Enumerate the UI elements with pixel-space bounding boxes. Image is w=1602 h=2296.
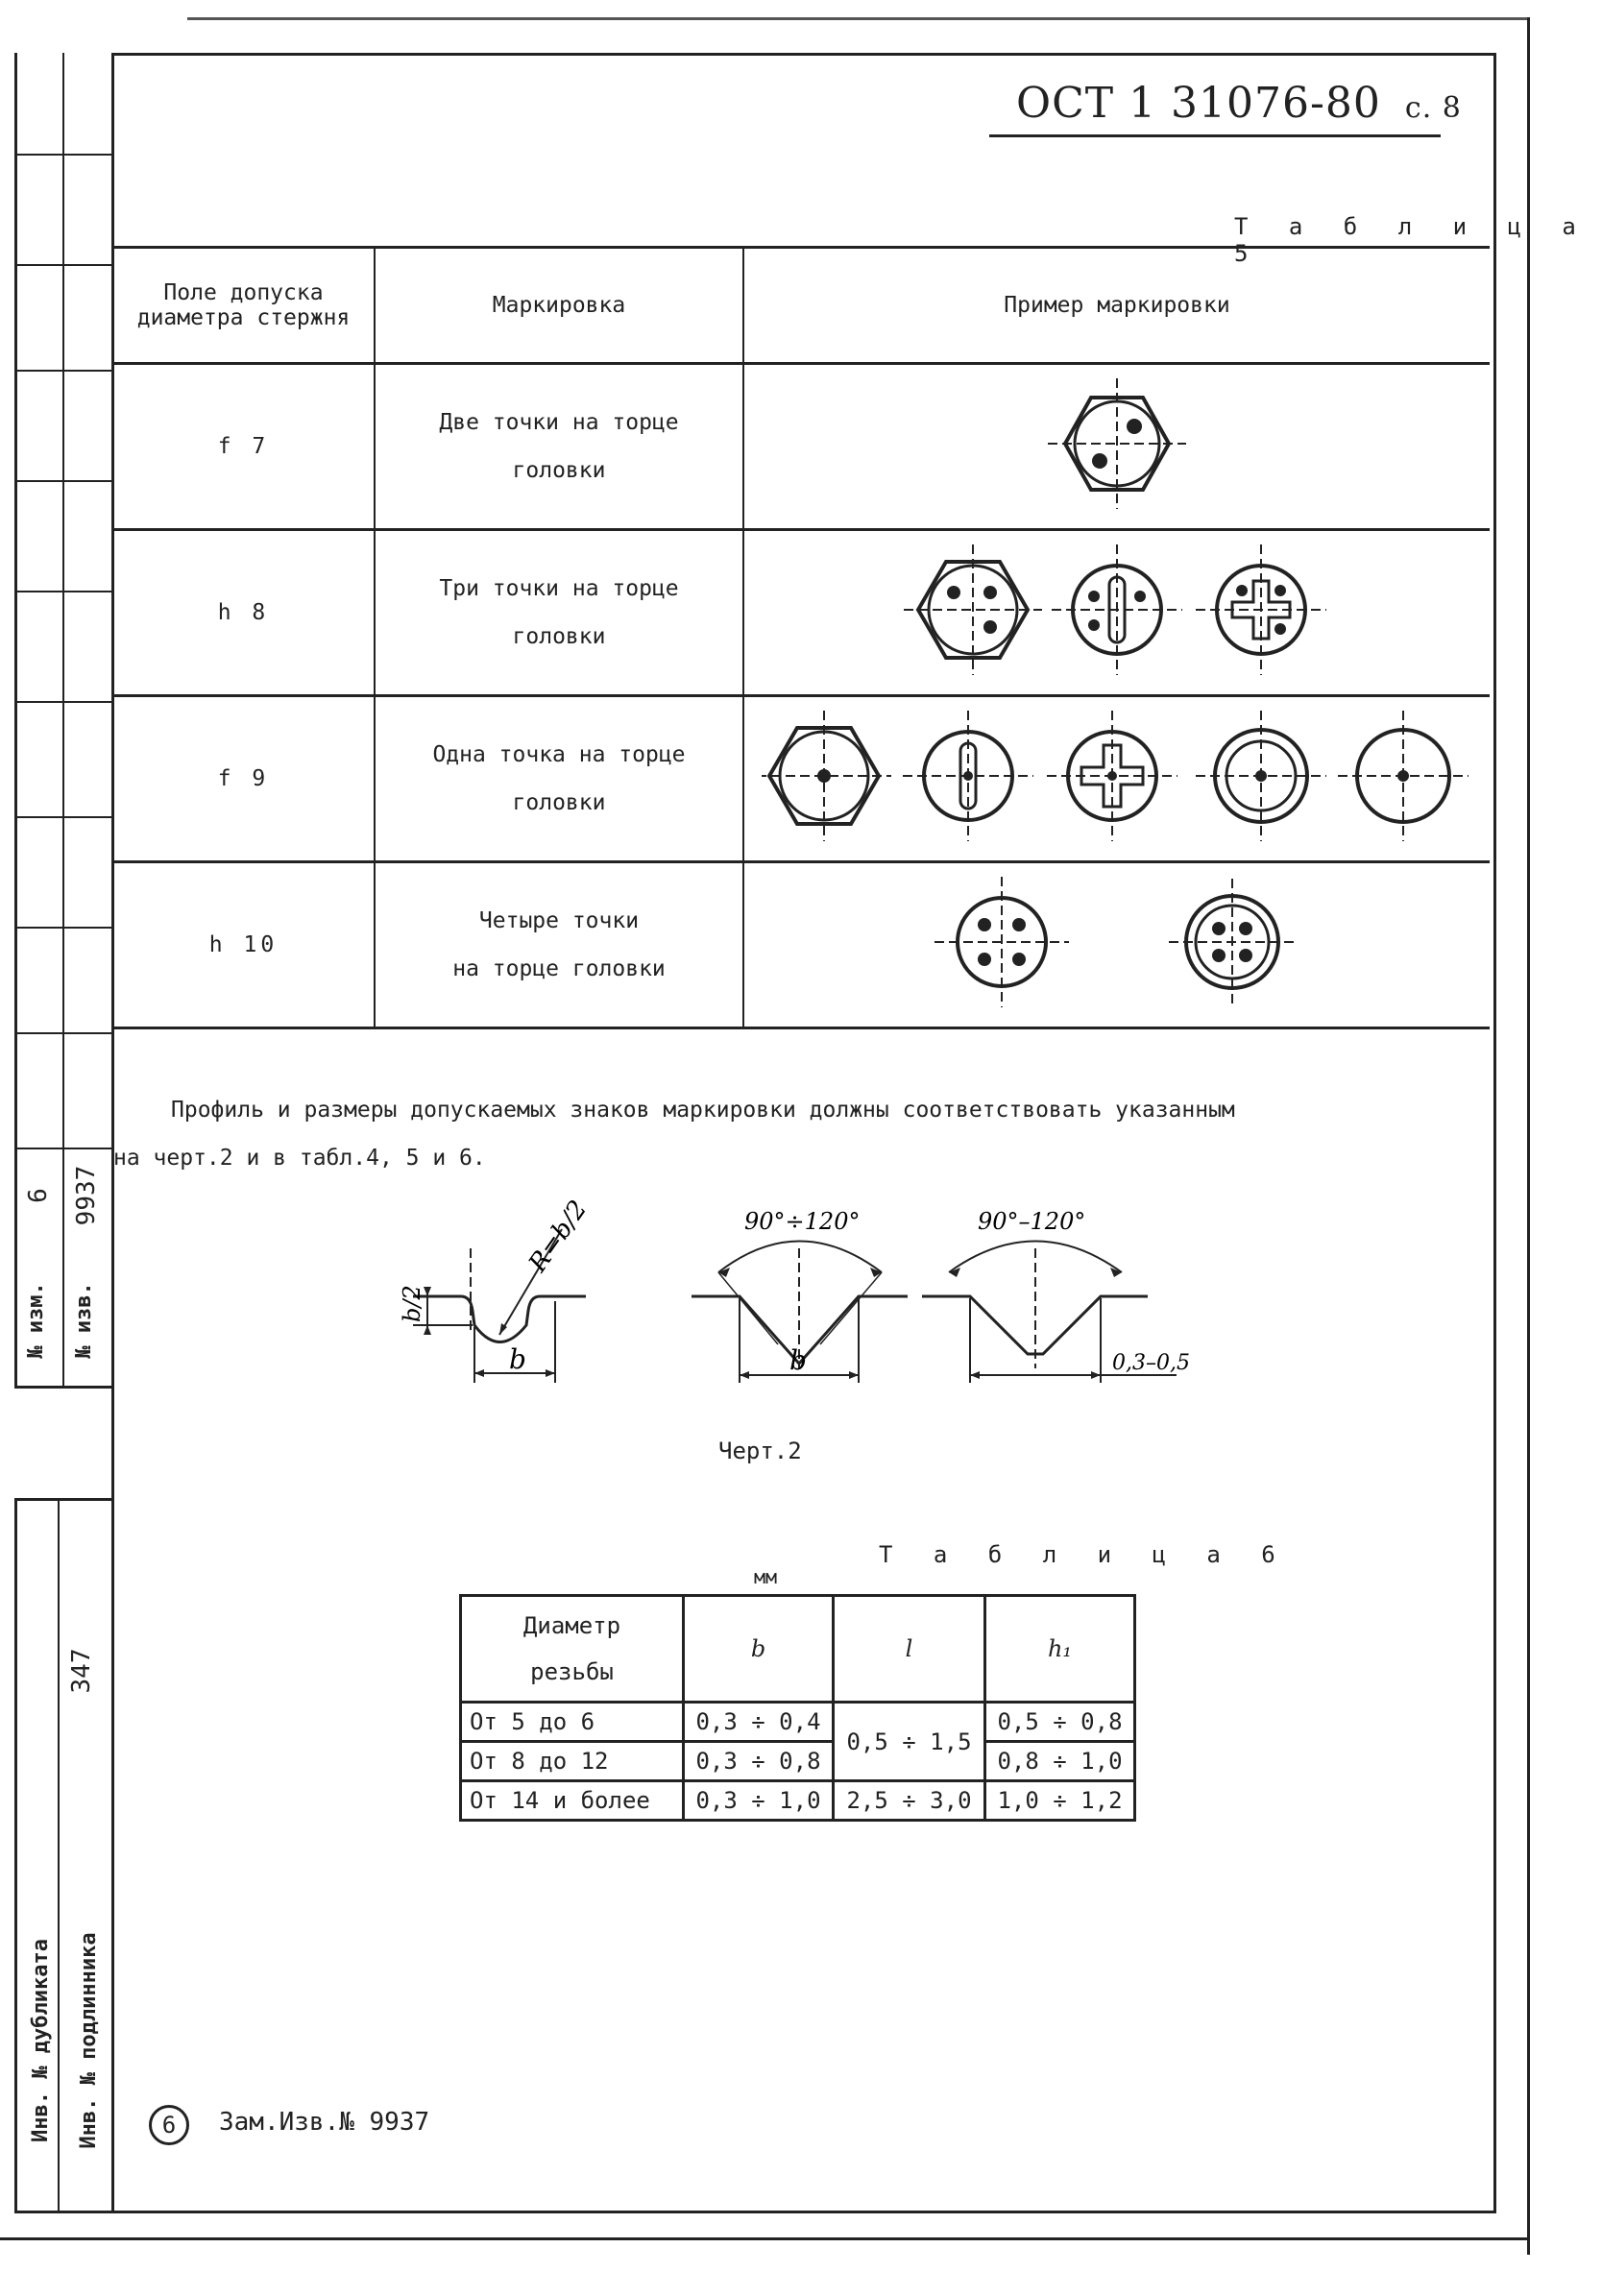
table-row	[113, 530, 1490, 696]
h-cell: 0,8 ÷ 1,0	[985, 1742, 1135, 1781]
profile-paragraph	[113, 1086, 1448, 1182]
angle2-label: 90°–120°	[978, 1208, 1086, 1235]
stamp-line-7	[14, 816, 113, 818]
table6-header-row	[461, 1596, 1135, 1703]
example-cell	[743, 530, 1490, 696]
stamp2-left	[14, 1498, 17, 2213]
example-cell	[743, 364, 1490, 530]
cross-head-one-dot	[1047, 711, 1177, 841]
round-head-double-ring-one-dot	[1196, 711, 1326, 841]
table6-caption: Т а б л и ц а 6	[879, 1541, 1289, 1568]
tolerance-cell: f 9	[113, 696, 375, 862]
frame-inner-bottom	[14, 2211, 1496, 2213]
marking-cell	[375, 530, 743, 696]
col-diameter-l2: резьбы	[530, 1658, 614, 1685]
col-h1: h₁	[985, 1596, 1135, 1703]
frame-outer-bottom	[0, 2237, 1529, 2240]
marking-line-2: головки	[512, 624, 606, 649]
hex-head-two-dots-icon	[1040, 372, 1194, 516]
h-cell: 0,5 ÷ 0,8	[985, 1703, 1135, 1742]
b-cell: 0,3 ÷ 0,4	[684, 1703, 834, 1742]
marking-line-2: на торце головки	[452, 956, 666, 981]
cross-head-three-dots	[1196, 544, 1326, 675]
stamp-label-izm: № изм.	[24, 1282, 48, 1359]
marking-line-1: Четыре точки	[478, 908, 640, 933]
marking-line-1: Одна точка на торце	[432, 742, 686, 767]
paragraph-line-2: на черт.2 и в табл.4, 5 и 6.	[113, 1146, 486, 1171]
hex-head-three-dots	[904, 544, 1042, 675]
stamp-izv-no: 9937	[72, 1165, 101, 1226]
stamp-label-dup: Инв. № дубликата	[29, 1939, 53, 2142]
frame-top	[187, 17, 1527, 20]
table5-caption: Т а б л и ц а 5	[1234, 213, 1590, 267]
doc-page: с. 8	[1404, 91, 1462, 125]
four-dot-heads-icon	[915, 870, 1319, 1014]
b-cell: 0,3 ÷ 1,0	[684, 1781, 834, 1821]
doc-code	[1016, 79, 1462, 128]
table-row	[113, 696, 1490, 862]
three-dot-heads-icon	[901, 538, 1333, 682]
stamp-rev-no: 6	[24, 1188, 53, 1203]
hex-head-one-dot	[762, 711, 891, 841]
table-row	[461, 1703, 1135, 1742]
stamp-label-izv: № изв.	[72, 1282, 96, 1359]
col-l: l	[834, 1596, 985, 1703]
col-b: b	[684, 1596, 834, 1703]
table-row	[461, 1781, 1135, 1821]
angle1-label: 90°÷120°	[744, 1208, 861, 1235]
example-cell	[743, 696, 1490, 862]
frame-inner-right	[1493, 53, 1496, 2213]
footer-circle-no: 6	[161, 2112, 177, 2139]
marking-line-1: Две точки на торце	[439, 410, 679, 435]
drawing-caption: Черт.2	[718, 1438, 802, 1464]
stamp2-divider	[58, 1498, 60, 2213]
marking-line-2: головки	[512, 790, 606, 815]
col-diameter	[461, 1596, 684, 1703]
l-cell-merged: 0,5 ÷ 1,5	[834, 1703, 985, 1781]
footer-note: Зам.Изв.№ 9937	[219, 2108, 430, 2137]
stamp-line-3	[14, 370, 113, 372]
diameter-cell: От 8 до 12	[461, 1742, 684, 1781]
diameter-cell: От 14 и более	[461, 1781, 684, 1821]
dim-h-label: b/2	[399, 1285, 425, 1322]
table5-col-example: Пример маркировки	[743, 248, 1490, 364]
slot-head-three-dots	[1052, 544, 1182, 675]
diameter-cell: От 5 до 6	[461, 1703, 684, 1742]
marking-cell	[375, 364, 743, 530]
dim-b2-label: b	[789, 1344, 807, 1376]
double-ring-head-four-dots	[1169, 879, 1296, 1005]
frame-inner-top	[113, 53, 1496, 56]
table5-col-tolerance: Поле допуска диаметра стержня	[113, 248, 375, 364]
stamp-left-border	[14, 53, 17, 1388]
table6-unit: мм	[754, 1565, 778, 1588]
table-row	[461, 1742, 1135, 1781]
stamp-line-8	[14, 927, 113, 929]
marking-line-2: головки	[512, 458, 606, 483]
dim-r-label: R=b/2	[523, 1195, 594, 1278]
one-dot-heads-icon	[762, 704, 1472, 848]
dim-b-label: b	[509, 1343, 526, 1375]
stamp-line-1	[14, 154, 113, 156]
table5	[113, 246, 1490, 1029]
stamp-line-6	[14, 701, 113, 703]
b-cell: 0,3 ÷ 0,8	[684, 1742, 834, 1781]
example-cell	[743, 862, 1490, 1028]
stamp-line-4	[14, 480, 113, 482]
round-head-four-dots	[934, 877, 1069, 1007]
marking-line-1: Три точки на торце	[439, 576, 679, 601]
dot-2	[1092, 453, 1107, 469]
stamp-line-9	[14, 1032, 113, 1034]
table6	[459, 1594, 1136, 1822]
stamp-line-5	[14, 591, 113, 592]
table5-col-marking: Маркировка	[375, 248, 743, 364]
h-cell: 1,0 ÷ 1,2	[985, 1781, 1135, 1821]
tolerance-cell: h 8	[113, 530, 375, 696]
stamp-bottom-upper	[14, 1386, 113, 1389]
flat-label: 0,3–0,5	[1112, 1351, 1190, 1375]
slot-head-one-dot	[903, 711, 1033, 841]
table5-header-row	[113, 248, 1490, 364]
table-row	[113, 862, 1490, 1028]
table-row	[113, 364, 1490, 530]
doc-code-text: ОСТ 1 31076-80	[1016, 79, 1381, 128]
stamp-dup-no: 347	[67, 1648, 96, 1694]
footer-revision-circle	[149, 2105, 189, 2145]
frame-outer-right	[1527, 17, 1530, 2255]
round-head-one-dot	[1338, 711, 1468, 841]
col-diameter-l1: Диаметр	[522, 1612, 621, 1639]
l-cell: 2,5 ÷ 3,0	[834, 1781, 985, 1821]
tolerance-cell: h 10	[113, 862, 375, 1028]
doc-code-underline	[989, 134, 1441, 137]
marking-cell	[375, 862, 743, 1028]
dot-1	[1127, 419, 1142, 434]
stamp-label-orig: Инв. № подлинника	[77, 1932, 101, 2149]
stamp2-top	[14, 1498, 113, 1501]
stamp-line-10	[14, 1148, 113, 1149]
tolerance-cell: f 7	[113, 364, 375, 530]
stamp-col-divider	[62, 53, 64, 1388]
drawing-profiles	[355, 1191, 1201, 1412]
paragraph-line-1: Профиль и размеры допускаемых знаков маркировки должны соответствовать указанным	[171, 1098, 1235, 1123]
stamp-line-2	[14, 264, 113, 266]
marking-cell	[375, 696, 743, 862]
